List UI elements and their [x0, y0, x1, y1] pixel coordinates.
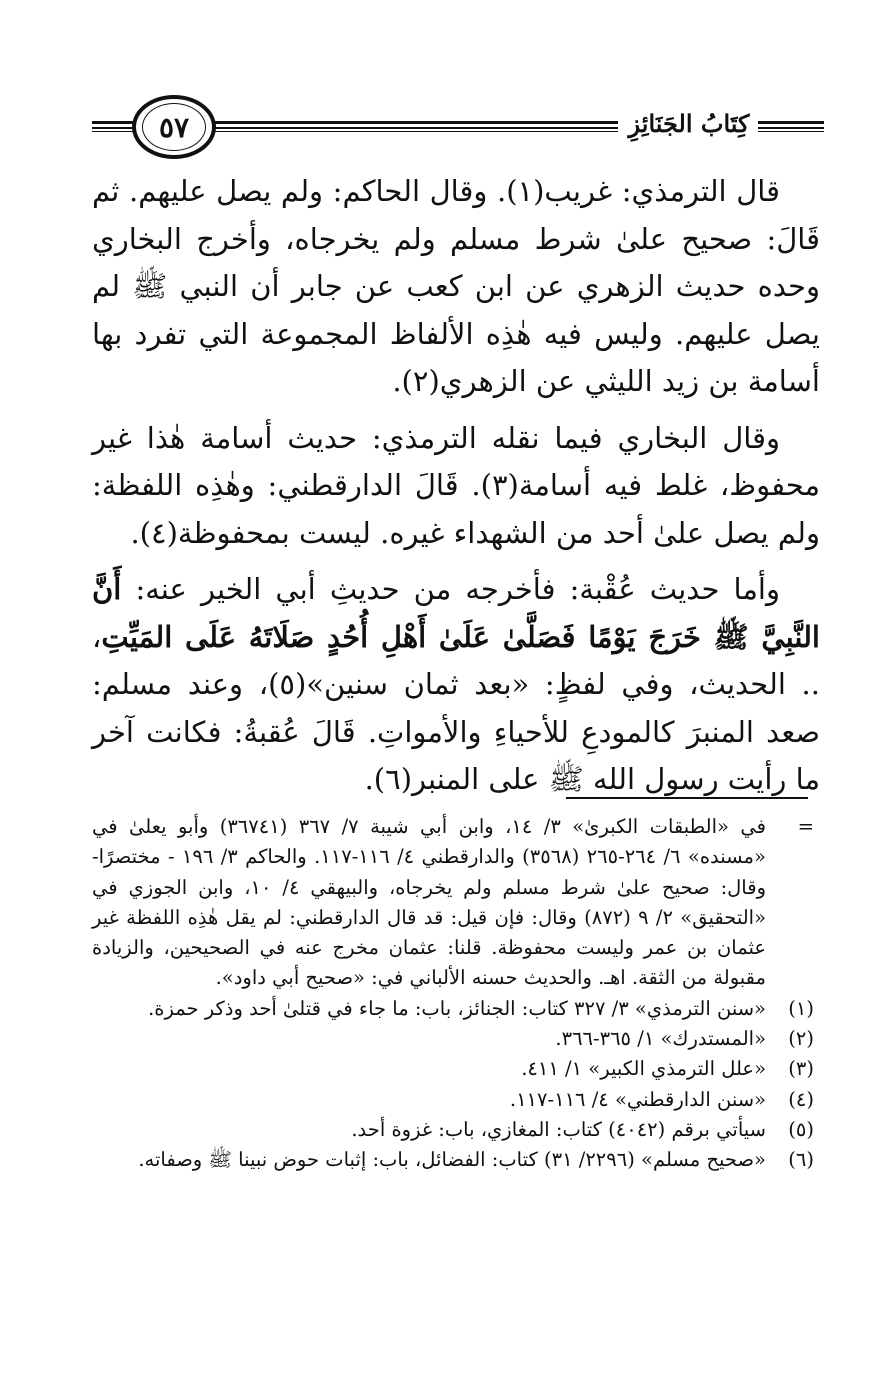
footnote-separator — [566, 797, 808, 799]
footnote-marker: (٤) — [788, 1087, 814, 1111]
main-text — [92, 168, 820, 813]
footnote-marker: (١) — [788, 996, 814, 1020]
footnote-text: «سنن الدارقطني» ٤/ ١١٦-١١٧. — [509, 1087, 766, 1111]
header-rule-middle — [204, 121, 618, 133]
footnote-text: «سنن الترمذي» ٣/ ٣٢٧ كتاب: الجنائز، باب: ما جاء في قتلىٰ أحد وذكر حمزة. — [148, 996, 766, 1020]
footnotes — [92, 812, 822, 1176]
footnote-marker: (٣) — [788, 1057, 814, 1081]
page-number-badge — [132, 95, 216, 159]
footnote-marker: = — [797, 815, 814, 838]
footnote — [92, 994, 822, 1024]
footnote — [92, 1145, 822, 1175]
footnote-marker: (٦) — [788, 1148, 814, 1172]
footnote-text: «المستدرك» ١/ ٣٦٥-٣٦٦. — [555, 1027, 766, 1051]
paragraph: قال الترمذي: غريب(١). وقال الحاكم: ولم يصل عليهم. ثم قَالَ: صحيح علىٰ شرط مسلم ولم يخرجاه، وأخرج البخاري وحده حديث الزهري عن ابن كعب عن جابر أن النبي ﷺ لم يصل عليهم. وليس فيه هٰذِه الألفاظ المجموعة التي تفرد بها أسامة بن زيد الليثي عن الزهري(٢). — [92, 174, 820, 398]
footnote-text: «علل الترمذي الكبير» ١/ ٤١١. — [521, 1057, 766, 1081]
paragraph: وقال البخاري فيما نقله الترمذي: حديث أسامة هٰذا غير محفوظ، غلط فيه أسامة(٣). قَالَ الدارقطني: وهٰذِه اللفظة: ولم يصل علىٰ أحد من الشهداء غيره. ليست بمحفوظة(٤). — [92, 420, 821, 550]
paragraph — [92, 566, 820, 804]
footnote — [92, 1115, 822, 1145]
paragraph-text: وأما حديث عُقْبة: فأخرجه من حديثِ أبي الخير عنه: — [121, 572, 780, 606]
footnote-text: «صحيح مسلم» (٢٢٩٦/ ٣١) كتاب: الفضائل، باب: إثبات حوض نبينا ﷺ وصفاته. — [138, 1148, 766, 1172]
footnote — [92, 1024, 822, 1054]
page-header — [92, 95, 824, 165]
page-number: ٥٧ — [158, 110, 190, 144]
footnote-text: سيأتي برقم (٤٠٤٢) كتاب: المغازي، باب: غزوة أحد. — [351, 1117, 766, 1141]
hadith-quote: أَنَّ النَّبِيَّ ﷺ خَرَجَ يَوْمًا فَصَلَّىٰ عَلَىٰ أَهْلِ أُحُدٍ صَلَاتَهُ عَلَى المَيِّتِ — [92, 572, 820, 654]
footnote — [92, 1054, 822, 1084]
footnote-text: في «الطبقات الكبرىٰ» ٣/ ١٤، وابن أبي شيبة ٧/ ٣٦٧ (٣٦٧٤١) وأبو يعلىٰ في «مسنده» ٦/ ٢٦٤-٢٦٥ (٣٥٦٨) والدارقطني ٤/ ١١٦-١١٧. والحاكم ٣/ ١٩٦ - مختصرًا- وقال: صحيح علىٰ شرط مسلم ولم يخرجاه، والبيهقي ٤/ ١٠، وابن الجوزي في «التحقيق» ٢/ ٩ (٨٧٢) وقال: فإن قيل: قد قال الدارقطني: لم يقل هٰذِه اللفظة غير عثمان بن عمر وليست محفوظة. قلنا: عثمان مخرج عنه في الصحيحين، والزيادة مقبولة من الثقة. اهـ. والحديث حسنه الألباني في: «صحيح أبي داود». — [92, 815, 767, 990]
header-rule-right — [758, 121, 824, 133]
footnote — [92, 1085, 822, 1115]
footnote-marker: (٥) — [788, 1117, 814, 1141]
chapter-title: كِتَابُ الجَنَائِزِ — [628, 109, 750, 138]
footnote-marker: (٢) — [788, 1027, 814, 1051]
paragraph-text: ، .. الحديث، وفي لفظٍ: «بعد ثمان سنين»(٥)، وعند مسلم: صعد المنبرَ كالمودعِ للأحياءِ والأمواتِ. قَالَ عُقبةُ: فكانت آخر ما رأيت رسول الله ﷺ على المنبر(٦). — [92, 619, 820, 796]
footnote-continuation — [92, 812, 822, 994]
